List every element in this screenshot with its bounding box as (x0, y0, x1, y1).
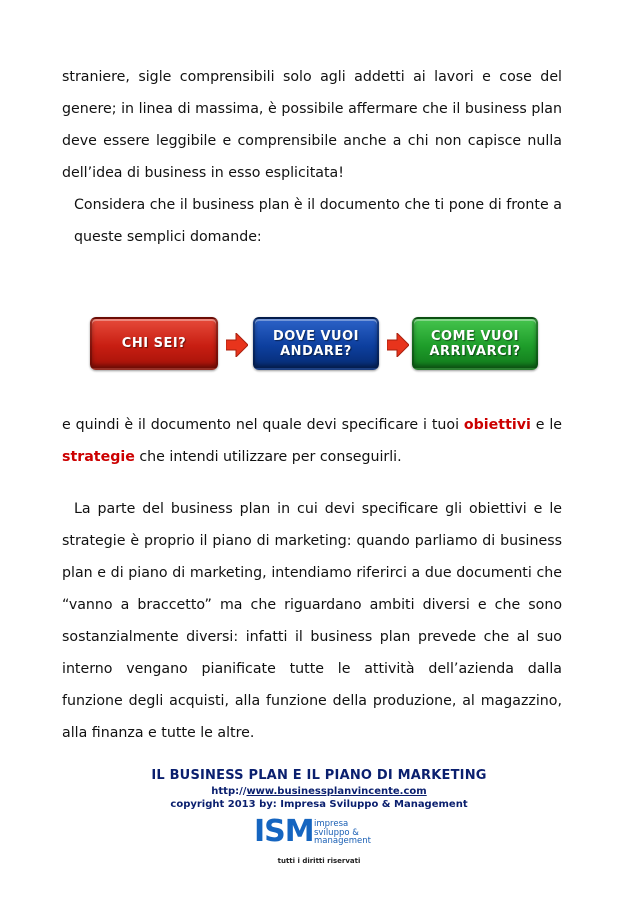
flow-step-label: CHI SEI? (121, 336, 187, 351)
flow-step-label (273, 329, 359, 359)
logo-tagline (314, 820, 371, 846)
flow-step-come-vuoi-arrivarci (412, 317, 538, 370)
flow-step-label-line1: DOVE VUOI (273, 328, 359, 344)
footer-title: IL BUSINESS PLAN E IL PIANO DI MARKETING (151, 768, 487, 783)
rights-reserved: tutti i diritti riservati (277, 857, 361, 865)
flow-step-chi-sei (90, 317, 218, 370)
flow-step-label-line2: ARRIVARCI? (429, 343, 521, 359)
body-paragraph (62, 493, 562, 749)
flow-step-label (429, 329, 520, 359)
url-prefix: http:// (211, 786, 247, 797)
flow-step-dove-vuoi-andare (253, 317, 379, 370)
logo-line: management (314, 836, 371, 846)
flow-step-label-line1: COME VUOI (431, 328, 519, 344)
logo-line: impresa (314, 819, 349, 829)
flow-step-label-line2: ANDARE? (280, 343, 352, 359)
logo-line: sviluppo & (314, 827, 359, 838)
body-paragraph (62, 409, 562, 473)
website-link[interactable]: www.businessplanvincente.com (246, 786, 427, 797)
paragraph-text: e le (530, 417, 562, 433)
arrow-right-icon (226, 333, 248, 357)
ism-logo (254, 814, 374, 849)
body-paragraph (62, 61, 562, 253)
paragraph-text: straniere, sigle comprensibili solo agli addetti ai lavori e cose del genere; in linea di massima, è possibile affermare che il business plan deve essere leggibile e comprensibile anche a chi non capisce nulla dell’idea di business in esso esplicitata! (62, 69, 562, 181)
paragraph-text: La parte del business plan in cui devi specificare gli obiettivi e le strategie è proprio il piano di marketing: quando parliamo di business plan e di piano di marketing, intendiamo riferirci a due documenti che “vanno a braccetto” ma che riguardano ambiti diversi e che sono sostanzialmente diversi: infatti il business plan prevede che al suo interno vengano pianificate tutte le attività dell’azienda dalla funzione degli acquisti, alla funzione della produzione, al magazzino, alla finanza e tutte le altre. (62, 501, 562, 741)
paragraph-text: che intendi utilizzare per conseguirli. (134, 449, 402, 465)
highlight-strategie: strategie (62, 449, 135, 465)
paragraph-text: e quindi è il documento nel quale devi specificare i tuoi (62, 417, 464, 433)
highlight-obiettivi: obiettivi (463, 417, 531, 433)
question-flow-diagram (90, 317, 538, 370)
logo-wordmark: ISM (254, 814, 314, 849)
paragraph-text: Considera che il business plan è il documento che ti pone di fronte a queste semplici domande: (74, 197, 562, 245)
copyright-notice: copyright 2013 by: Impresa Sviluppo & Management (170, 799, 468, 810)
footer-url (0, 786, 638, 797)
arrow-right-icon (387, 333, 409, 357)
